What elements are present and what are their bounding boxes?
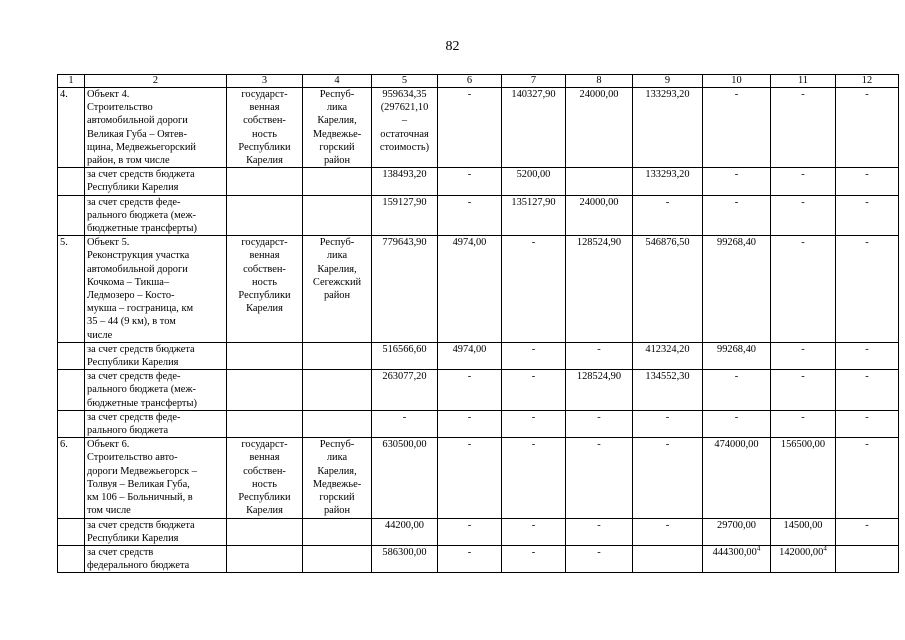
cell-col-7-text: - — [531, 343, 536, 355]
cell-ownership — [227, 438, 303, 518]
cell-col-12 — [836, 518, 899, 545]
cell-location — [303, 168, 372, 195]
cell-description — [85, 342, 227, 369]
column-header-6: 6 — [438, 75, 502, 88]
table-header-row — [58, 75, 899, 88]
cell-col-6-text: 4974,00 — [452, 343, 487, 355]
cell-col-8 — [566, 410, 633, 437]
cell-number — [58, 518, 85, 545]
cell-ownership — [227, 88, 303, 168]
cell-col-10-text: - — [734, 371, 739, 383]
cell-col-7-text: 135127,90 — [511, 196, 556, 208]
cell-col-5-text: 138493,20 — [382, 169, 427, 181]
cell-number-text: 6. — [60, 439, 68, 451]
cell-col-9 — [633, 195, 703, 236]
cell-number — [58, 88, 85, 168]
cell-col-12-text: - — [865, 519, 869, 531]
cell-description-text: Объект 6. Строительство авто- дороги Медвежьегорск – Толвуя – Великая Губа, км 106 – Больничный, в том числе — [87, 439, 197, 517]
cell-col-12-text: - — [865, 89, 869, 100]
column-header-8: 8 — [566, 75, 633, 88]
cell-col-9-text: 133293,20 — [645, 169, 690, 181]
cell-col-8-text: - — [597, 519, 601, 531]
cell-number — [58, 195, 85, 236]
cell-location — [303, 438, 372, 518]
cell-col-5-text: 516566,60 — [382, 343, 427, 355]
cell-col-8 — [566, 545, 633, 572]
cell-col-6-text: 4974,00 — [452, 237, 487, 249]
table-row — [58, 342, 899, 369]
cell-col-11 — [771, 88, 836, 168]
table-row — [58, 195, 899, 236]
cell-col-11-text: - — [801, 371, 805, 383]
cell-col-7 — [502, 438, 566, 518]
cell-ownership — [227, 168, 303, 195]
cell-col-9-text: - — [665, 439, 670, 451]
cell-col-11-text: - — [801, 169, 805, 181]
cell-col-6 — [438, 370, 502, 411]
column-header-10: 10 — [703, 75, 771, 88]
cell-col-6-text: - — [467, 371, 472, 383]
cell-col-8-text: 128524,90 — [576, 371, 622, 383]
cell-location — [303, 518, 372, 545]
cell-col-9-text: 134552,30 — [645, 371, 690, 383]
cell-number — [58, 410, 85, 437]
cell-col-5 — [372, 168, 438, 195]
cell-col-10 — [703, 236, 771, 343]
table-row — [58, 438, 899, 518]
cell-col-10 — [703, 195, 771, 236]
cell-col-7 — [502, 88, 566, 168]
cell-col-11 — [771, 236, 836, 343]
column-header-11: 11 — [771, 75, 836, 88]
cell-col-7-text: 5200,00 — [516, 169, 551, 181]
cell-col-10 — [703, 518, 771, 545]
cell-col-10-text: 444300,00 — [712, 546, 757, 558]
cell-description — [85, 518, 227, 545]
cell-col-8-text: - — [597, 439, 601, 451]
cell-number — [58, 545, 85, 572]
cell-col-10-text: 99268,40 — [717, 343, 756, 355]
cell-col-11 — [771, 438, 836, 518]
cell-col-11-text: - — [801, 411, 805, 423]
cell-col-5-text: - — [402, 411, 407, 423]
cell-col-8-text: - — [597, 343, 601, 355]
cell-col-5 — [372, 438, 438, 518]
cell-col-12-text: - — [865, 196, 869, 208]
cell-col-9 — [633, 236, 703, 343]
cell-col-12-text: - — [865, 237, 869, 249]
cell-col-11-text: - — [801, 343, 805, 355]
cell-col-12 — [836, 88, 899, 168]
cell-col-10-text: 99268,40 — [717, 237, 756, 249]
cell-col-12-text: - — [865, 169, 869, 181]
cell-col-7 — [502, 195, 566, 236]
cell-description-text: за счет средств бюджета Республики Карелия — [87, 343, 195, 369]
cell-description-text: за счет средств бюджета Республики Карелия — [87, 519, 195, 544]
cell-col-5 — [372, 342, 438, 369]
cell-description — [85, 370, 227, 411]
cell-col-7 — [502, 410, 566, 437]
cell-ownership — [227, 195, 303, 236]
cell-col-6 — [438, 342, 502, 369]
cell-col-12 — [836, 236, 899, 343]
cell-number — [58, 438, 85, 518]
cell-col-8-text: 24000,00 — [579, 89, 619, 100]
cell-col-8 — [566, 518, 633, 545]
cell-col-11 — [771, 370, 836, 411]
cell-col-6 — [438, 438, 502, 518]
footnote-marker: 4 — [756, 545, 761, 553]
budget-table — [57, 74, 899, 573]
cell-col-8-text: - — [597, 546, 601, 558]
cell-col-6 — [438, 410, 502, 437]
cell-number — [58, 342, 85, 369]
cell-col-7 — [502, 545, 566, 572]
column-header-4: 4 — [303, 75, 372, 88]
cell-number — [58, 168, 85, 195]
cell-col-10-text: - — [734, 89, 739, 100]
table-row — [58, 370, 899, 411]
cell-ownership — [227, 410, 303, 437]
cell-col-5 — [372, 370, 438, 411]
cell-description — [85, 438, 227, 518]
cell-description-text: за счет средств бюджета Республики Карелия — [87, 169, 195, 194]
column-header-1: 1 — [58, 75, 85, 88]
cell-col-6 — [438, 195, 502, 236]
cell-col-5 — [372, 518, 438, 545]
cell-col-5-text: 44200,00 — [385, 519, 424, 531]
cell-col-10 — [703, 342, 771, 369]
cell-col-12-text: - — [865, 411, 869, 423]
column-header-5: 5 — [372, 75, 438, 88]
cell-col-6 — [438, 236, 502, 343]
cell-col-7 — [502, 518, 566, 545]
cell-col-12-text: - — [865, 371, 869, 383]
cell-description — [85, 236, 227, 343]
cell-col-6-text: - — [467, 196, 472, 208]
cell-col-9 — [633, 410, 703, 437]
table-row — [58, 410, 899, 437]
cell-ownership — [227, 545, 303, 572]
cell-col-10-text: 29700,00 — [717, 519, 756, 531]
cell-col-9-text: 546876,50 — [645, 237, 690, 249]
cell-col-5-text: 959634,35 (297621,10 – остаточная стоимость) — [379, 89, 430, 153]
cell-col-7-text: 140327,90 — [511, 89, 556, 100]
cell-col-11-text: 142000,00 — [779, 546, 824, 558]
cell-col-12 — [836, 438, 899, 518]
cell-col-9 — [633, 545, 703, 572]
cell-location-text: Респуб- лика Карелия, Сегежский район — [312, 237, 362, 302]
cell-col-12-text: - — [865, 439, 869, 451]
cell-ownership — [227, 370, 303, 411]
cell-col-7-text: - — [531, 237, 536, 249]
cell-location — [303, 195, 372, 236]
cell-location-text: Респуб- лика Карелия, Медвежье- горский район — [312, 89, 362, 167]
table-row — [58, 545, 899, 572]
cell-col-8 — [566, 195, 633, 236]
cell-col-11-text: 14500,00 — [783, 519, 823, 531]
cell-col-5 — [372, 195, 438, 236]
cell-col-6-text: - — [467, 519, 472, 531]
cell-col-5-text: 263077,20 — [382, 371, 427, 383]
cell-col-11 — [771, 518, 836, 545]
cell-ownership-text: государст- венная собствен- ность Республики Карелия — [238, 237, 291, 315]
cell-col-6-text: - — [467, 411, 472, 423]
cell-col-11 — [771, 410, 836, 437]
table-body — [58, 75, 899, 573]
cell-col-7-text: - — [531, 439, 536, 451]
cell-col-5 — [372, 545, 438, 572]
cell-col-5 — [372, 410, 438, 437]
cell-col-9 — [633, 518, 703, 545]
cell-col-5 — [372, 236, 438, 343]
cell-col-9-text: 412324,20 — [645, 343, 690, 355]
cell-col-11-text: - — [801, 237, 805, 249]
cell-col-10-text: - — [734, 169, 739, 181]
cell-col-12 — [836, 342, 899, 369]
cell-col-6-text: - — [467, 439, 472, 451]
cell-description-text: Объект 5. Реконструкция участка автомобильной дороги Кочкома – Тикша– Ледмозеро – Косто- мукша – госграница, км 35 – 44 (9 км), в том числе — [87, 237, 194, 341]
cell-ownership — [227, 236, 303, 343]
cell-description-text: за счет средств федерального бюджета — [87, 546, 190, 572]
cell-col-6 — [438, 545, 502, 572]
cell-location-text: Респуб- лика Карелия, Медвежье- горский район — [312, 439, 362, 517]
cell-number-text: 4. — [60, 89, 68, 100]
cell-col-11-text: - — [801, 89, 805, 100]
cell-col-12 — [836, 410, 899, 437]
cell-description-text: за счет средств феде- рального бюджета (меж- бюджетные трансферты) — [87, 371, 197, 409]
column-header-12: 12 — [836, 75, 899, 88]
table-row — [58, 236, 899, 343]
cell-col-11-text: 156500,00 — [780, 439, 826, 451]
cell-col-9 — [633, 88, 703, 168]
cell-col-11 — [771, 342, 836, 369]
table-row — [58, 518, 899, 545]
cell-col-11 — [771, 168, 836, 195]
cell-col-9-text: - — [665, 519, 670, 531]
cell-col-9-text: - — [665, 411, 670, 423]
column-header-7: 7 — [502, 75, 566, 88]
cell-number — [58, 370, 85, 411]
cell-col-9-text: 133293,20 — [645, 89, 690, 100]
cell-description — [85, 168, 227, 195]
cell-col-10 — [703, 168, 771, 195]
cell-col-6 — [438, 88, 502, 168]
cell-col-12-text: - — [865, 343, 869, 355]
cell-col-5-text: 159127,90 — [382, 196, 427, 208]
cell-col-10-text: 474000,00 — [714, 439, 759, 451]
column-header-9: 9 — [633, 75, 703, 88]
cell-col-5-text: 630500,00 — [382, 439, 427, 451]
cell-col-5-text: 779643,90 — [382, 237, 427, 249]
cell-location — [303, 370, 372, 411]
cell-col-9 — [633, 342, 703, 369]
cell-col-9 — [633, 168, 703, 195]
cell-ownership-text: государст- венная собствен- ность Республики Карелия — [238, 89, 291, 167]
table-row — [58, 88, 899, 168]
cell-col-12 — [836, 195, 899, 236]
cell-col-10 — [703, 545, 771, 572]
cell-col-9-text: - — [665, 196, 670, 208]
cell-col-6-text: - — [467, 169, 472, 181]
cell-col-11-text: - — [801, 196, 805, 208]
cell-description-text: Объект 4. Строительство автомобильной дороги Великая Губа – Оятев- щина, Медвежьегорский район, в том числе — [87, 89, 196, 167]
cell-description — [85, 195, 227, 236]
cell-location — [303, 236, 372, 343]
cell-description — [85, 545, 227, 572]
cell-col-7-text: - — [531, 411, 536, 423]
column-header-2: 2 — [85, 75, 227, 88]
cell-location — [303, 545, 372, 572]
cell-number — [58, 236, 85, 343]
cell-location — [303, 342, 372, 369]
cell-col-6 — [438, 168, 502, 195]
cell-col-7-text: - — [531, 519, 536, 531]
cell-col-10-text: - — [734, 411, 739, 423]
cell-col-7-text: - — [531, 546, 536, 558]
cell-col-8 — [566, 342, 633, 369]
page-number: 82 — [445, 39, 460, 54]
cell-ownership — [227, 518, 303, 545]
cell-number-text: 5. — [60, 237, 68, 249]
cell-col-8 — [566, 168, 633, 195]
cell-location — [303, 410, 372, 437]
cell-col-5 — [372, 88, 438, 168]
cell-col-10 — [703, 438, 771, 518]
cell-ownership — [227, 342, 303, 369]
cell-ownership-text: государст- венная собствен- ность Республики Карелия — [238, 439, 291, 517]
cell-description-text: за счет средств феде- рального бюджета — [87, 411, 181, 437]
cell-col-10 — [703, 370, 771, 411]
cell-location — [303, 88, 372, 168]
footnote-marker: 4 — [823, 545, 827, 553]
column-header-3: 3 — [227, 75, 303, 88]
cell-col-12 — [836, 545, 899, 572]
cell-col-9 — [633, 438, 703, 518]
cell-col-11 — [771, 545, 836, 572]
cell-col-7 — [502, 168, 566, 195]
table-row — [58, 168, 899, 195]
cell-col-7-text: - — [531, 371, 536, 383]
cell-col-7 — [502, 342, 566, 369]
cell-col-8 — [566, 370, 633, 411]
cell-col-7 — [502, 370, 566, 411]
cell-col-8-text: 128524,90 — [576, 237, 622, 249]
cell-col-12 — [836, 168, 899, 195]
cell-col-10-text: - — [734, 196, 739, 208]
cell-col-6-text: - — [467, 89, 472, 100]
cell-col-8 — [566, 438, 633, 518]
cell-description-text: за счет средств феде- рального бюджета (меж- бюджетные трансферты) — [87, 196, 197, 235]
cell-col-9 — [633, 370, 703, 411]
cell-col-8 — [566, 236, 633, 343]
cell-description — [85, 410, 227, 437]
cell-col-10 — [703, 88, 771, 168]
cell-col-6 — [438, 518, 502, 545]
cell-col-8 — [566, 88, 633, 168]
cell-col-8-text: - — [597, 411, 601, 423]
cell-col-10 — [703, 410, 771, 437]
cell-col-11 — [771, 195, 836, 236]
cell-col-7 — [502, 236, 566, 343]
cell-col-12 — [836, 370, 899, 411]
cell-col-5-text: 586300,00 — [382, 546, 427, 558]
cell-col-8-text: 24000,00 — [579, 196, 619, 208]
cell-description — [85, 88, 227, 168]
cell-col-6-text: - — [467, 546, 472, 558]
